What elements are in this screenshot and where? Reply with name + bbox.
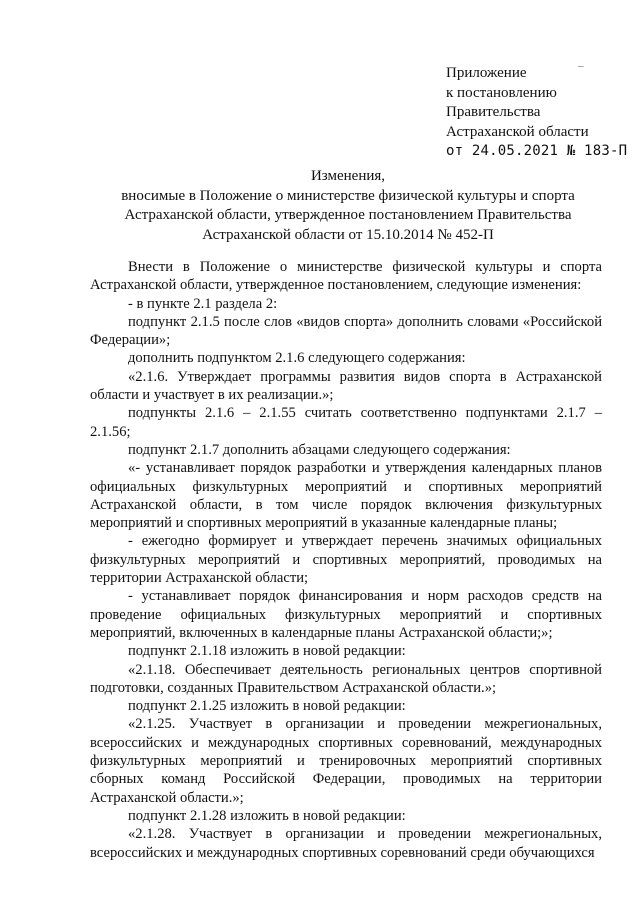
paragraph: «2.1.25. Участвует в организации и проведении межрегиональных, всероссийских и международных спортивных соревнований, международных физкультурных мероприятий и тренировочных мероприятий спортивных сборных команд Российской Федерации, проводимых на территории Астраханской области.»; bbox=[90, 716, 602, 806]
appendix-line: Приложение bbox=[446, 65, 527, 81]
paragraph: «- устанавливает порядок разработки и утверждения календарных планов официальных физкультурных мероприятий и спортивных мероприятий Астраханской области, в том числе порядок включения физкультурных мероприятий и спортивных мероприятий в указанные календарные планы; bbox=[90, 460, 602, 532]
paragraph: подпункт 2.1.18 изложить в новой редакции: bbox=[128, 643, 406, 660]
paragraph: Внести в Положение о министерстве физической культуры и спорта Астраханской области, утвержденное постановлением, следующие изменения: bbox=[90, 259, 602, 294]
paragraph: подпункт 2.1.7 дополнить абзацами следующего содержания: bbox=[128, 441, 511, 458]
paragraph: подпункты 2.1.6 – 2.1.55 считать соответственно подпунктами 2.1.7 – 2.1.56; bbox=[90, 405, 602, 440]
document-body bbox=[90, 258, 602, 862]
paragraph: «2.1.28. Участвует в организации и проведении межрегиональных, всероссийских и международных спортивных соревнований среди обучающихся bbox=[90, 826, 602, 861]
paragraph: дополнить подпунктом 2.1.6 следующего содержания: bbox=[128, 350, 466, 367]
appendix-line: Астраханской области bbox=[446, 123, 589, 140]
title-subject: вносимые в Положение о министерстве физической культуры и спорта Астраханской области, утвержденное постановлением Правительства Астраханской области от 15.10.2014 № 452-П bbox=[121, 187, 575, 243]
paragraph: - ежегодно формирует и утверждает перечень значимых официальных физкультурных мероприятий и спортивных мероприятий, проводимых на территории Астраханской области; bbox=[90, 533, 602, 587]
corner-mark: _ bbox=[578, 56, 584, 68]
document-title bbox=[88, 167, 608, 245]
paragraph: «2.1.6. Утверждает программы развития видов спорта в Астраханской области и участвует в их реализации.»; bbox=[90, 368, 602, 404]
paragraph: подпункт 2.1.28 изложить в новой редакции: bbox=[128, 807, 406, 824]
paragraph: - в пункте 2.1 раздела 2: bbox=[128, 295, 278, 312]
appendix-line: к постановлению bbox=[446, 84, 557, 101]
paragraph: подпункт 2.1.25 изложить в новой редакции: bbox=[128, 698, 406, 715]
title-heading: Изменения, bbox=[310, 168, 386, 184]
appendix-line: Правительства bbox=[446, 104, 541, 120]
paragraph: - устанавливает порядок финансирования и норм расходов средств на проведение официальных физкультурных мероприятий и спортивных мероприятий, включенных в календарные планы Астраханской области;»; bbox=[90, 588, 602, 641]
paragraph: подпункт 2.1.5 после слов «видов спорта» дополнить словами «Российской Федерации»; bbox=[90, 313, 602, 349]
paragraph: «2.1.18. Обеспечивает деятельность региональных центров спортивной подготовки, созданных Правительством Астраханской области.»; bbox=[90, 661, 602, 696]
appendix-header bbox=[446, 64, 627, 162]
appendix-date: от 24.05.2021 № 183-П bbox=[446, 143, 628, 159]
